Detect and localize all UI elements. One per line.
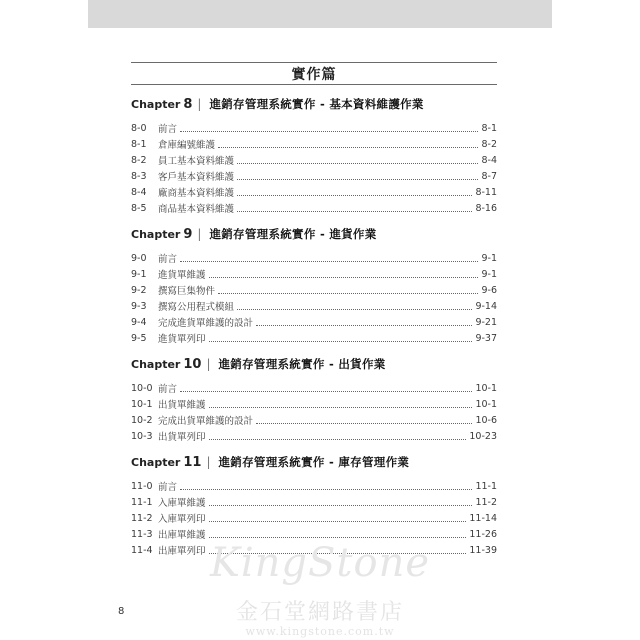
dot-leader (209, 553, 467, 554)
entry-page: 11-2 (475, 496, 497, 508)
entry-page: 8-2 (481, 138, 497, 150)
entry-page: 11-1 (475, 480, 497, 492)
chapter-heading (131, 96, 497, 116)
entry-text: 撰寫巨集物件 (158, 286, 216, 297)
entry-text: 前言 (158, 384, 178, 395)
dot-leader (180, 391, 472, 392)
chapter-number: 8 (183, 97, 193, 112)
entry-text: 廠商基本資料維護 (158, 188, 235, 199)
toc-entry[interactable] (131, 478, 497, 494)
toc-entry[interactable] (131, 168, 497, 184)
section-title: 實作篇 (291, 67, 337, 83)
entry-number: 10-0 (131, 382, 153, 394)
section-rule-bottom (131, 84, 497, 85)
chapter-8 (131, 96, 497, 216)
chapter-11 (131, 454, 497, 558)
entry-page: 9-6 (481, 284, 497, 296)
entry-number: 10-1 (131, 398, 153, 410)
entry-number: 9-2 (131, 284, 147, 296)
toc-entry[interactable] (131, 200, 497, 216)
entry-page: 9-37 (475, 332, 497, 344)
dot-leader (209, 277, 479, 278)
entry-number: 8-2 (131, 154, 147, 166)
chapter-number: 11 (183, 455, 202, 470)
toc-entry[interactable] (131, 330, 497, 346)
entry-number: 11-2 (131, 512, 153, 524)
toc-entry[interactable] (131, 152, 497, 168)
chapter-title: 進銷存管理系統實作 - 基本資料維護作業 (209, 97, 424, 111)
dot-leader (237, 179, 478, 180)
entry-number: 8-5 (131, 202, 147, 214)
chapter-title: 進銷存管理系統實作 - 出貨作業 (218, 357, 386, 371)
entry-text: 員工基本資料維護 (158, 156, 235, 167)
dot-leader (237, 163, 478, 164)
entry-number: 9-4 (131, 316, 147, 328)
toc-entry[interactable] (131, 428, 497, 444)
dot-leader (209, 505, 473, 506)
entry-page: 9-1 (481, 252, 497, 264)
entry-page: 8-11 (475, 186, 497, 198)
entry-number: 11-4 (131, 544, 153, 556)
chapter-title: 進銷存管理系統實作 - 庫存管理作業 (218, 455, 410, 469)
watermark-logo: KingStone (209, 540, 431, 586)
entry-page: 11-39 (469, 544, 497, 556)
dot-leader (218, 293, 478, 294)
chapter-word: Chapter (131, 98, 181, 111)
entry-number: 8-1 (131, 138, 147, 150)
entry-text: 出庫單列印 (158, 546, 206, 557)
chapter-separator: | (206, 455, 211, 469)
toc-entry[interactable] (131, 380, 497, 396)
toc-entry[interactable] (131, 266, 497, 282)
toc-entry[interactable] (131, 282, 497, 298)
entry-number: 11-1 (131, 496, 153, 508)
entry-page: 8-7 (481, 170, 497, 182)
entry-page: 10-23 (469, 430, 497, 442)
toc-entry[interactable] (131, 526, 497, 542)
entry-text: 出庫單維護 (158, 530, 206, 541)
entry-text: 出貨單列印 (158, 432, 206, 443)
top-gray-band (88, 0, 552, 28)
entry-page: 8-4 (481, 154, 497, 166)
dot-leader (180, 261, 478, 262)
entry-page: 10-1 (475, 398, 497, 410)
entry-number: 9-3 (131, 300, 147, 312)
entry-text: 完成出貨單維護的設計 (158, 416, 254, 427)
entry-page: 9-1 (481, 268, 497, 280)
entry-page: 11-14 (469, 512, 497, 524)
section-rule-top (131, 62, 497, 63)
entry-text: 前言 (158, 482, 178, 493)
entry-number: 9-0 (131, 252, 147, 264)
dot-leader (209, 537, 467, 538)
chapter-heading (131, 356, 497, 376)
entry-page: 10-6 (475, 414, 497, 426)
toc-entry[interactable] (131, 510, 497, 526)
dot-leader (237, 309, 472, 310)
entry-number: 11-3 (131, 528, 153, 540)
chapter-10 (131, 356, 497, 444)
entry-number: 10-2 (131, 414, 153, 426)
entry-number: 8-0 (131, 122, 147, 134)
entry-text: 前言 (158, 254, 178, 265)
entry-text: 出貨單維護 (158, 400, 206, 411)
dot-leader (209, 439, 467, 440)
chapter-word: Chapter (131, 358, 181, 371)
entry-text: 完成進貨單維護的設計 (158, 318, 254, 329)
entry-number: 9-5 (131, 332, 147, 344)
toc-entry[interactable] (131, 314, 497, 330)
chapter-separator: | (197, 227, 202, 241)
toc-entry[interactable] (131, 494, 497, 510)
entry-page: 8-16 (475, 202, 497, 214)
watermark-url: www.kingstone.com.tw (245, 625, 395, 638)
chapter-title: 進銷存管理系統實作 - 進貨作業 (209, 227, 377, 241)
entry-page: 9-21 (475, 316, 497, 328)
chapter-separator: | (197, 97, 202, 111)
chapter-word: Chapter (131, 456, 181, 469)
entry-text: 進貨單列印 (158, 334, 206, 345)
page-number: 8 (118, 606, 125, 617)
entry-text: 進貨單維護 (158, 270, 206, 281)
entry-page: 8-1 (481, 122, 497, 134)
dot-leader (237, 195, 472, 196)
chapter-heading (131, 226, 497, 246)
dot-leader (180, 489, 472, 490)
entry-page: 11-26 (469, 528, 497, 540)
toc-entry[interactable] (131, 250, 497, 266)
toc-entry[interactable] (131, 136, 497, 152)
watermark-store-name: 金石堂網路書店 (235, 600, 404, 625)
entry-number: 9-1 (131, 268, 147, 280)
entry-number: 10-3 (131, 430, 153, 442)
toc-entry[interactable] (131, 412, 497, 428)
toc-entry[interactable] (131, 396, 497, 412)
chapter-number: 10 (183, 357, 202, 372)
chapter-9 (131, 226, 497, 346)
chapter-word: Chapter (131, 228, 181, 241)
dot-leader (209, 521, 467, 522)
dot-leader (256, 423, 472, 424)
entry-text: 入庫單列印 (158, 514, 206, 525)
entry-page: 9-14 (475, 300, 497, 312)
chapter-heading (131, 454, 497, 474)
dot-leader (256, 325, 472, 326)
toc-entry[interactable] (131, 298, 497, 314)
entry-text: 倉庫編號維護 (158, 140, 216, 151)
chapter-separator: | (206, 357, 211, 371)
entry-page: 10-1 (475, 382, 497, 394)
dot-leader (180, 131, 478, 132)
dot-leader (209, 407, 473, 408)
toc-entry[interactable] (131, 184, 497, 200)
entry-text: 商品基本資料維護 (158, 204, 235, 215)
chapter-number: 9 (183, 227, 193, 242)
entry-text: 前言 (158, 124, 178, 135)
dot-leader (209, 341, 473, 342)
dot-leader (218, 147, 478, 148)
entry-text: 撰寫公用程式模組 (158, 302, 235, 313)
toc-entry[interactable] (131, 542, 497, 558)
dot-leader (237, 211, 472, 212)
entry-text: 客戶基本資料維護 (158, 172, 235, 183)
entry-text: 入庫單維護 (158, 498, 206, 509)
toc-entry[interactable] (131, 120, 497, 136)
entry-number: 11-0 (131, 480, 153, 492)
entry-number: 8-4 (131, 186, 147, 198)
entry-number: 8-3 (131, 170, 147, 182)
